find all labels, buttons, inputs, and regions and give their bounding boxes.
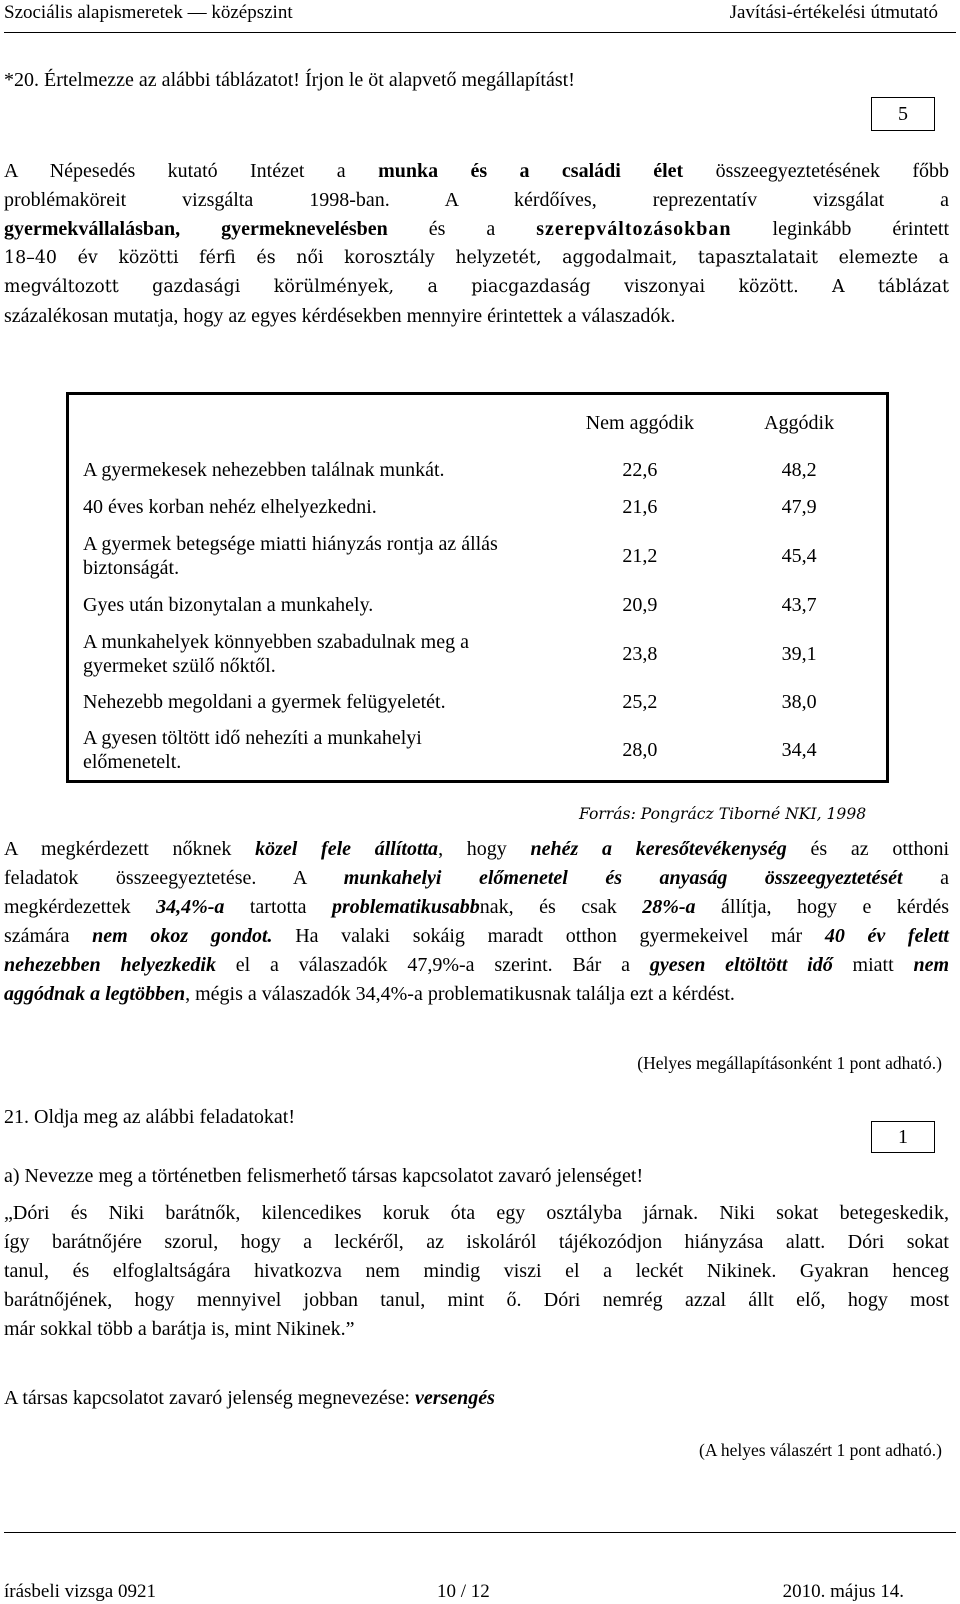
table-cell-label: Nehezebb megoldani a gyermek felügyeletét. <box>83 691 446 713</box>
q21-story: „Dóri és Niki barátnők, kilencedikes koruk óta egy osztályba járnak. Niki sokat betegeskedik, így barátnőjére szorul, hogy a leckéről, az iskoláról tájékozódjon hiányzása alatt. Dóri sokat tanul, és elfoglaltságára hivatkozva nem mindig viszi el a leckét Nikinek. Gyakran henceg barátnőjének, hogy mennyivel jobban tanul, mint ő. Dóri nemrég azzal állt elő, hogy most már sokkal több a barátja is, mint Nikinek.” <box>4 1202 949 1340</box>
table-source: Forrás: Pongrácz Tiborné NKI, 1998 <box>579 805 867 823</box>
table-row <box>68 721 888 781</box>
table-cell-value: 47,9 <box>781 496 817 518</box>
footer-rule <box>4 1532 956 1533</box>
table-row <box>68 624 888 683</box>
table-cell-label: A gyesen töltött idő nehezíti a munkahelyi előmenetelt. <box>83 727 422 774</box>
header-doc-type: Javítási-értékelési útmutató <box>729 2 938 23</box>
table-cell-value: 34,4 <box>781 739 817 762</box>
table-header-row <box>68 394 888 452</box>
survey-table <box>66 392 889 783</box>
table-cell-value: 28,0 <box>622 739 658 762</box>
table-cell-value: 39,1 <box>781 642 817 665</box>
table-cell-label: Gyes után bizonytalan a munkahely. <box>83 594 374 616</box>
table-cell-label: A munkahelyek könnyebben szabadulnak meg a gyermeket szülő nőktől. <box>83 630 469 677</box>
q20-answer: A megkérdezett nőknek közel fele állította, hogy nehéz a keresőtevékenység és az otthoni feladatok összeegyeztetése. A munkahelyi előmenetel és anyaság összeegyeztetését a megkérdezettek 34,4%-a tartotta problematikusabbnak, és csak 28%-a állítja, hogy e kérdés számára nem okoz gondot. Ha valaki sokáig maradt otthon gyermekeivel már 40 év felett nehezebben helyezkedik el a válaszadók 47,9%-a szerint. Bár a gyesen eltöltött idő miatt nem aggódnak a legtöbben, mégis a válaszadók 34,4%-a problematikusnak találja ezt a kérdést. <box>4 838 950 1005</box>
q21-answer: A társas kapcsolatot zavaró jelenség megnevezése: versengés <box>4 1387 495 1409</box>
table-cell-value: 48,2 <box>781 458 817 481</box>
table-cell-value: 20,9 <box>622 594 658 616</box>
table-cell-value: 38,0 <box>781 691 817 713</box>
table-cell-label: A gyermek betegsége miatti hiányzás rontja az állás biztonságát. <box>83 533 498 579</box>
table-cell-value: 23,8 <box>622 642 658 665</box>
table-cell-label: 40 éves korban nehéz elhelyezkedni. <box>83 496 377 518</box>
col-header-worried: Aggódik <box>764 411 835 434</box>
table-row <box>68 586 888 624</box>
table-cell-value: 25,2 <box>622 691 658 713</box>
footer-page-number: 10 / 12 <box>437 1581 490 1602</box>
q21-task: a) Nevezze meg a történetben felismerhető társas kapcsolatot zavaró jelenséget! <box>4 1165 644 1187</box>
table-row <box>68 683 888 721</box>
footer-date: 2010. május 14. <box>782 1581 904 1602</box>
table-cell-value: 22,6 <box>622 458 658 481</box>
q21-score-box: 1 <box>871 1121 935 1153</box>
q20-intro: A Népesedés kutató Intézet a munka és a családi élet összeegyeztetésének főbb problémaköreit vizsgálta 1998-ban. A kérdőíves, reprezentatív vizsgálat a gyermekvállalásban, gyermeknevelésben és a szerepváltozásokban leginkább érintett 18–40 év közötti férfi és női korosztály helyzetét, aggodalmait, tapasztalatait elemezte a megváltozott gazdasági körülmények, a piacgazdaság viszonyai között. A táblázat százalékosan mutatja, hogy az egyes kérdésekben mennyire érintettek a válaszadók. <box>4 160 949 327</box>
col-header-not-worried: Nem aggódik <box>585 411 695 434</box>
q21-scoring-note: (A helyes válaszért 1 pont adható.) <box>699 1440 942 1460</box>
table-row <box>68 526 888 586</box>
q20-score-box: 5 <box>871 97 935 131</box>
header-rule <box>4 32 956 33</box>
table-cell-value: 21,2 <box>622 545 658 567</box>
q20-title: *20. Értelmezze az alábbi táblázatot! Írjon le öt alapvető megállapítást! <box>4 69 575 91</box>
table-cell-value: 43,7 <box>781 594 817 616</box>
header-subject: Szociális alapismeretek — középszint <box>4 2 293 23</box>
table-row <box>68 451 888 488</box>
q20-scoring-note: (Helyes megállapításonként 1 pont adható.) <box>637 1053 942 1073</box>
q21-title: 21. Oldja meg az alábbi feladatokat! <box>4 1106 295 1128</box>
table-cell-value: 21,6 <box>622 496 658 518</box>
footer-exam-code: írásbeli vizsga 0921 <box>4 1581 156 1602</box>
table-cell-value: 45,4 <box>781 545 817 567</box>
table-row <box>68 488 888 526</box>
table-cell-label: A gyermekesek nehezebben találnak munkát. <box>83 458 445 481</box>
